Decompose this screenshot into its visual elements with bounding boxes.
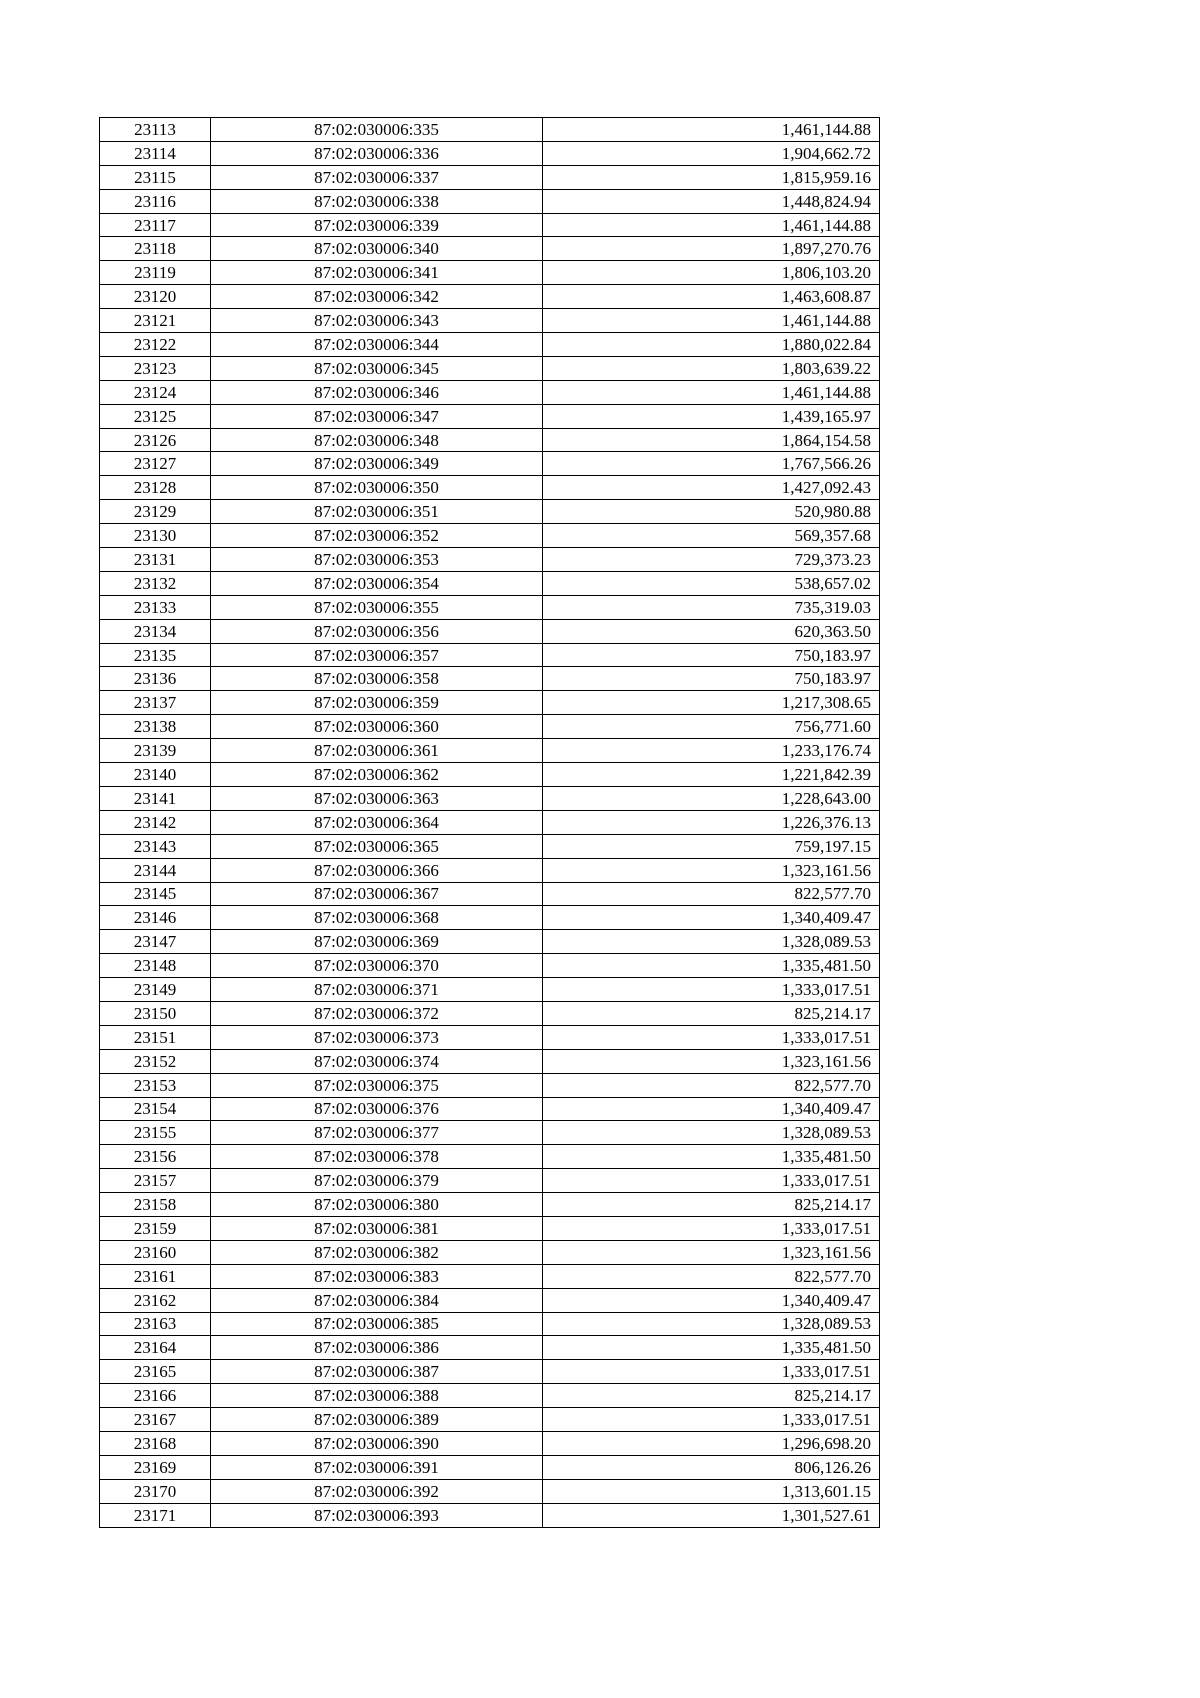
table-row [100, 404, 880, 428]
cadastral-value-cell: 1,333,017.51 [543, 1408, 880, 1432]
table-row [100, 165, 880, 189]
row-number-cell: 23155 [100, 1121, 211, 1145]
cadastral-number-cell: 87:02:030006:392 [211, 1479, 543, 1503]
cadastral-number-cell: 87:02:030006:354 [211, 571, 543, 595]
cadastral-value-cell: 735,319.03 [543, 595, 880, 619]
table-row [100, 1073, 880, 1097]
cadastral-value-cell: 1,333,017.51 [543, 978, 880, 1002]
cadastral-number-cell: 87:02:030006:336 [211, 141, 543, 165]
row-number-cell: 23124 [100, 380, 211, 404]
cadastral-number-cell: 87:02:030006:363 [211, 786, 543, 810]
cadastral-value-cell: 825,214.17 [543, 1193, 880, 1217]
cadastral-number-cell: 87:02:030006:371 [211, 978, 543, 1002]
cadastral-number-cell: 87:02:030006:367 [211, 882, 543, 906]
table-row [100, 810, 880, 834]
row-number-cell: 23169 [100, 1455, 211, 1479]
row-number-cell: 23151 [100, 1025, 211, 1049]
cadastral-number-cell: 87:02:030006:385 [211, 1312, 543, 1336]
cadastral-number-cell: 87:02:030006:377 [211, 1121, 543, 1145]
cadastral-value-cell: 822,577.70 [543, 882, 880, 906]
row-number-cell: 23146 [100, 906, 211, 930]
cadastral-value-cell: 1,323,161.56 [543, 1049, 880, 1073]
row-number-cell: 23138 [100, 715, 211, 739]
row-number-cell: 23171 [100, 1503, 211, 1527]
cadastral-value-cell: 1,328,089.53 [543, 930, 880, 954]
cadastral-value-table [99, 117, 880, 1528]
row-number-cell: 23127 [100, 452, 211, 476]
cadastral-number-cell: 87:02:030006:393 [211, 1503, 543, 1527]
row-number-cell: 23165 [100, 1360, 211, 1384]
cadastral-value-cell: 620,363.50 [543, 619, 880, 643]
table-row [100, 1312, 880, 1336]
cadastral-number-cell: 87:02:030006:349 [211, 452, 543, 476]
table-row [100, 285, 880, 309]
cadastral-number-cell: 87:02:030006:359 [211, 691, 543, 715]
cadastral-number-cell: 87:02:030006:384 [211, 1288, 543, 1312]
table-row [100, 1025, 880, 1049]
cadastral-value-cell: 1,221,842.39 [543, 763, 880, 787]
cadastral-value-cell: 1,296,698.20 [543, 1431, 880, 1455]
table-body [100, 118, 880, 1528]
cadastral-number-cell: 87:02:030006:364 [211, 810, 543, 834]
cadastral-number-cell: 87:02:030006:389 [211, 1408, 543, 1432]
row-number-cell: 23158 [100, 1193, 211, 1217]
table-row [100, 571, 880, 595]
table-row [100, 189, 880, 213]
row-number-cell: 23166 [100, 1384, 211, 1408]
row-number-cell: 23154 [100, 1097, 211, 1121]
row-number-cell: 23122 [100, 333, 211, 357]
table-row [100, 763, 880, 787]
cadastral-number-cell: 87:02:030006:342 [211, 285, 543, 309]
table-row [100, 428, 880, 452]
cadastral-number-cell: 87:02:030006:365 [211, 834, 543, 858]
row-number-cell: 23126 [100, 428, 211, 452]
cadastral-value-cell: 1,335,481.50 [543, 1145, 880, 1169]
row-number-cell: 23153 [100, 1073, 211, 1097]
cadastral-number-cell: 87:02:030006:338 [211, 189, 543, 213]
cadastral-number-cell: 87:02:030006:386 [211, 1336, 543, 1360]
cadastral-number-cell: 87:02:030006:358 [211, 667, 543, 691]
cadastral-value-cell: 520,980.88 [543, 500, 880, 524]
row-number-cell: 23137 [100, 691, 211, 715]
cadastral-number-cell: 87:02:030006:337 [211, 165, 543, 189]
cadastral-value-cell: 1,880,022.84 [543, 333, 880, 357]
row-number-cell: 23160 [100, 1240, 211, 1264]
row-number-cell: 23161 [100, 1264, 211, 1288]
table-row [100, 930, 880, 954]
cadastral-number-cell: 87:02:030006:343 [211, 309, 543, 333]
table-row [100, 118, 880, 142]
cadastral-value-cell: 1,340,409.47 [543, 1288, 880, 1312]
cadastral-value-cell: 825,214.17 [543, 1384, 880, 1408]
cadastral-value-cell: 806,126.26 [543, 1455, 880, 1479]
table-row [100, 1169, 880, 1193]
cadastral-number-cell: 87:02:030006:375 [211, 1073, 543, 1097]
cadastral-number-cell: 87:02:030006:362 [211, 763, 543, 787]
cadastral-number-cell: 87:02:030006:370 [211, 954, 543, 978]
table-row [100, 524, 880, 548]
cadastral-number-cell: 87:02:030006:366 [211, 858, 543, 882]
cadastral-value-cell: 1,815,959.16 [543, 165, 880, 189]
row-number-cell: 23133 [100, 595, 211, 619]
cadastral-value-cell: 1,904,662.72 [543, 141, 880, 165]
table-row [100, 619, 880, 643]
row-number-cell: 23113 [100, 118, 211, 142]
cadastral-value-cell: 1,461,144.88 [543, 118, 880, 142]
cadastral-value-cell: 1,461,144.88 [543, 380, 880, 404]
table-row [100, 1384, 880, 1408]
table-row [100, 452, 880, 476]
table-row [100, 1288, 880, 1312]
row-number-cell: 23118 [100, 237, 211, 261]
cadastral-number-cell: 87:02:030006:361 [211, 739, 543, 763]
row-number-cell: 23150 [100, 1001, 211, 1025]
row-number-cell: 23144 [100, 858, 211, 882]
cadastral-number-cell: 87:02:030006:347 [211, 404, 543, 428]
table-row [100, 1097, 880, 1121]
cadastral-value-cell: 756,771.60 [543, 715, 880, 739]
cadastral-number-cell: 87:02:030006:355 [211, 595, 543, 619]
cadastral-number-cell: 87:02:030006:391 [211, 1455, 543, 1479]
table-row [100, 786, 880, 810]
table-row [100, 1001, 880, 1025]
table-row [100, 906, 880, 930]
row-number-cell: 23135 [100, 643, 211, 667]
cadastral-number-cell: 87:02:030006:379 [211, 1169, 543, 1193]
row-number-cell: 23156 [100, 1145, 211, 1169]
cadastral-value-cell: 1,226,376.13 [543, 810, 880, 834]
cadastral-number-cell: 87:02:030006:346 [211, 380, 543, 404]
table-row [100, 1264, 880, 1288]
row-number-cell: 23163 [100, 1312, 211, 1336]
cadastral-number-cell: 87:02:030006:373 [211, 1025, 543, 1049]
table-row [100, 595, 880, 619]
cadastral-number-cell: 87:02:030006:348 [211, 428, 543, 452]
row-number-cell: 23123 [100, 356, 211, 380]
cadastral-value-cell: 1,313,601.15 [543, 1479, 880, 1503]
table-row [100, 380, 880, 404]
cadastral-value-cell: 1,328,089.53 [543, 1312, 880, 1336]
row-number-cell: 23162 [100, 1288, 211, 1312]
row-number-cell: 23148 [100, 954, 211, 978]
cadastral-value-cell: 1,333,017.51 [543, 1216, 880, 1240]
cadastral-value-cell: 759,197.15 [543, 834, 880, 858]
cadastral-value-cell: 1,767,566.26 [543, 452, 880, 476]
cadastral-value-cell: 1,803,639.22 [543, 356, 880, 380]
table-row [100, 643, 880, 667]
cadastral-number-cell: 87:02:030006:351 [211, 500, 543, 524]
row-number-cell: 23141 [100, 786, 211, 810]
table-row [100, 739, 880, 763]
row-number-cell: 23168 [100, 1431, 211, 1455]
cadastral-value-cell: 1,328,089.53 [543, 1121, 880, 1145]
row-number-cell: 23159 [100, 1216, 211, 1240]
cadastral-value-cell: 1,461,144.88 [543, 309, 880, 333]
row-number-cell: 23170 [100, 1479, 211, 1503]
table-row [100, 691, 880, 715]
cadastral-value-cell: 1,333,017.51 [543, 1025, 880, 1049]
row-number-cell: 23115 [100, 165, 211, 189]
cadastral-number-cell: 87:02:030006:368 [211, 906, 543, 930]
cadastral-value-cell: 1,340,409.47 [543, 906, 880, 930]
cadastral-value-cell: 1,340,409.47 [543, 1097, 880, 1121]
cadastral-value-cell: 1,461,144.88 [543, 213, 880, 237]
cadastral-value-cell: 1,335,481.50 [543, 1336, 880, 1360]
table-row [100, 978, 880, 1002]
cadastral-number-cell: 87:02:030006:380 [211, 1193, 543, 1217]
row-number-cell: 23116 [100, 189, 211, 213]
cadastral-number-cell: 87:02:030006:369 [211, 930, 543, 954]
table-row [100, 261, 880, 285]
row-number-cell: 23131 [100, 548, 211, 572]
table-row [100, 1336, 880, 1360]
row-number-cell: 23121 [100, 309, 211, 333]
cadastral-value-cell: 1,301,527.61 [543, 1503, 880, 1527]
cadastral-number-cell: 87:02:030006:340 [211, 237, 543, 261]
row-number-cell: 23157 [100, 1169, 211, 1193]
cadastral-number-cell: 87:02:030006:374 [211, 1049, 543, 1073]
cadastral-value-cell: 1,323,161.56 [543, 858, 880, 882]
cadastral-value-cell: 750,183.97 [543, 643, 880, 667]
table-row [100, 715, 880, 739]
cadastral-value-cell: 1,228,643.00 [543, 786, 880, 810]
row-number-cell: 23145 [100, 882, 211, 906]
cadastral-number-cell: 87:02:030006:383 [211, 1264, 543, 1288]
table-row [100, 500, 880, 524]
table-row [100, 1455, 880, 1479]
cadastral-number-cell: 87:02:030006:350 [211, 476, 543, 500]
table-row [100, 1360, 880, 1384]
table-row [100, 476, 880, 500]
cadastral-number-cell: 87:02:030006:387 [211, 1360, 543, 1384]
cadastral-value-cell: 1,439,165.97 [543, 404, 880, 428]
row-number-cell: 23117 [100, 213, 211, 237]
table-row [100, 213, 880, 237]
table-row [100, 1503, 880, 1527]
table-row [100, 1240, 880, 1264]
cadastral-value-cell: 822,577.70 [543, 1073, 880, 1097]
table-row [100, 548, 880, 572]
row-number-cell: 23140 [100, 763, 211, 787]
cadastral-number-cell: 87:02:030006:357 [211, 643, 543, 667]
cadastral-number-cell: 87:02:030006:382 [211, 1240, 543, 1264]
row-number-cell: 23147 [100, 930, 211, 954]
cadastral-value-cell: 729,373.23 [543, 548, 880, 572]
cadastral-value-cell: 1,333,017.51 [543, 1169, 880, 1193]
cadastral-value-cell: 1,448,824.94 [543, 189, 880, 213]
cadastral-number-cell: 87:02:030006:344 [211, 333, 543, 357]
row-number-cell: 23167 [100, 1408, 211, 1432]
row-number-cell: 23142 [100, 810, 211, 834]
cadastral-value-cell: 1,333,017.51 [543, 1360, 880, 1384]
cadastral-value-cell: 1,323,161.56 [543, 1240, 880, 1264]
cadastral-value-cell: 1,233,176.74 [543, 739, 880, 763]
cadastral-number-cell: 87:02:030006:356 [211, 619, 543, 643]
row-number-cell: 23130 [100, 524, 211, 548]
cadastral-value-cell: 1,335,481.50 [543, 954, 880, 978]
cadastral-value-cell: 1,463,608.87 [543, 285, 880, 309]
table-row [100, 1479, 880, 1503]
table-row [100, 1145, 880, 1169]
table-row [100, 1049, 880, 1073]
table-row [100, 1121, 880, 1145]
table-row [100, 667, 880, 691]
cadastral-value-cell: 1,897,270.76 [543, 237, 880, 261]
cadastral-value-cell: 1,217,308.65 [543, 691, 880, 715]
cadastral-number-cell: 87:02:030006:360 [211, 715, 543, 739]
cadastral-number-cell: 87:02:030006:372 [211, 1001, 543, 1025]
cadastral-value-cell: 538,657.02 [543, 571, 880, 595]
cadastral-number-cell: 87:02:030006:341 [211, 261, 543, 285]
cadastral-value-cell: 825,214.17 [543, 1001, 880, 1025]
cadastral-number-cell: 87:02:030006:345 [211, 356, 543, 380]
cadastral-number-cell: 87:02:030006:353 [211, 548, 543, 572]
cadastral-number-cell: 87:02:030006:388 [211, 1384, 543, 1408]
table-row [100, 858, 880, 882]
row-number-cell: 23125 [100, 404, 211, 428]
row-number-cell: 23149 [100, 978, 211, 1002]
row-number-cell: 23132 [100, 571, 211, 595]
cadastral-value-cell: 750,183.97 [543, 667, 880, 691]
table-row [100, 141, 880, 165]
row-number-cell: 23164 [100, 1336, 211, 1360]
cadastral-value-cell: 569,357.68 [543, 524, 880, 548]
row-number-cell: 23143 [100, 834, 211, 858]
row-number-cell: 23139 [100, 739, 211, 763]
cadastral-value-cell: 1,806,103.20 [543, 261, 880, 285]
row-number-cell: 23128 [100, 476, 211, 500]
table-row [100, 356, 880, 380]
table-row [100, 954, 880, 978]
table-row [100, 834, 880, 858]
cadastral-value-cell: 1,427,092.43 [543, 476, 880, 500]
cadastral-number-cell: 87:02:030006:352 [211, 524, 543, 548]
cadastral-value-cell: 1,864,154.58 [543, 428, 880, 452]
table-row [100, 1193, 880, 1217]
row-number-cell: 23152 [100, 1049, 211, 1073]
row-number-cell: 23129 [100, 500, 211, 524]
cadastral-number-cell: 87:02:030006:378 [211, 1145, 543, 1169]
cadastral-number-cell: 87:02:030006:335 [211, 118, 543, 142]
cadastral-number-cell: 87:02:030006:376 [211, 1097, 543, 1121]
cadastral-value-cell: 822,577.70 [543, 1264, 880, 1288]
row-number-cell: 23134 [100, 619, 211, 643]
cadastral-number-cell: 87:02:030006:381 [211, 1216, 543, 1240]
table-row [100, 1408, 880, 1432]
table-row [100, 333, 880, 357]
row-number-cell: 23136 [100, 667, 211, 691]
row-number-cell: 23114 [100, 141, 211, 165]
row-number-cell: 23120 [100, 285, 211, 309]
table-row [100, 237, 880, 261]
row-number-cell: 23119 [100, 261, 211, 285]
table-row [100, 882, 880, 906]
table-row [100, 309, 880, 333]
cadastral-number-cell: 87:02:030006:390 [211, 1431, 543, 1455]
table-row [100, 1431, 880, 1455]
cadastral-number-cell: 87:02:030006:339 [211, 213, 543, 237]
table-row [100, 1216, 880, 1240]
